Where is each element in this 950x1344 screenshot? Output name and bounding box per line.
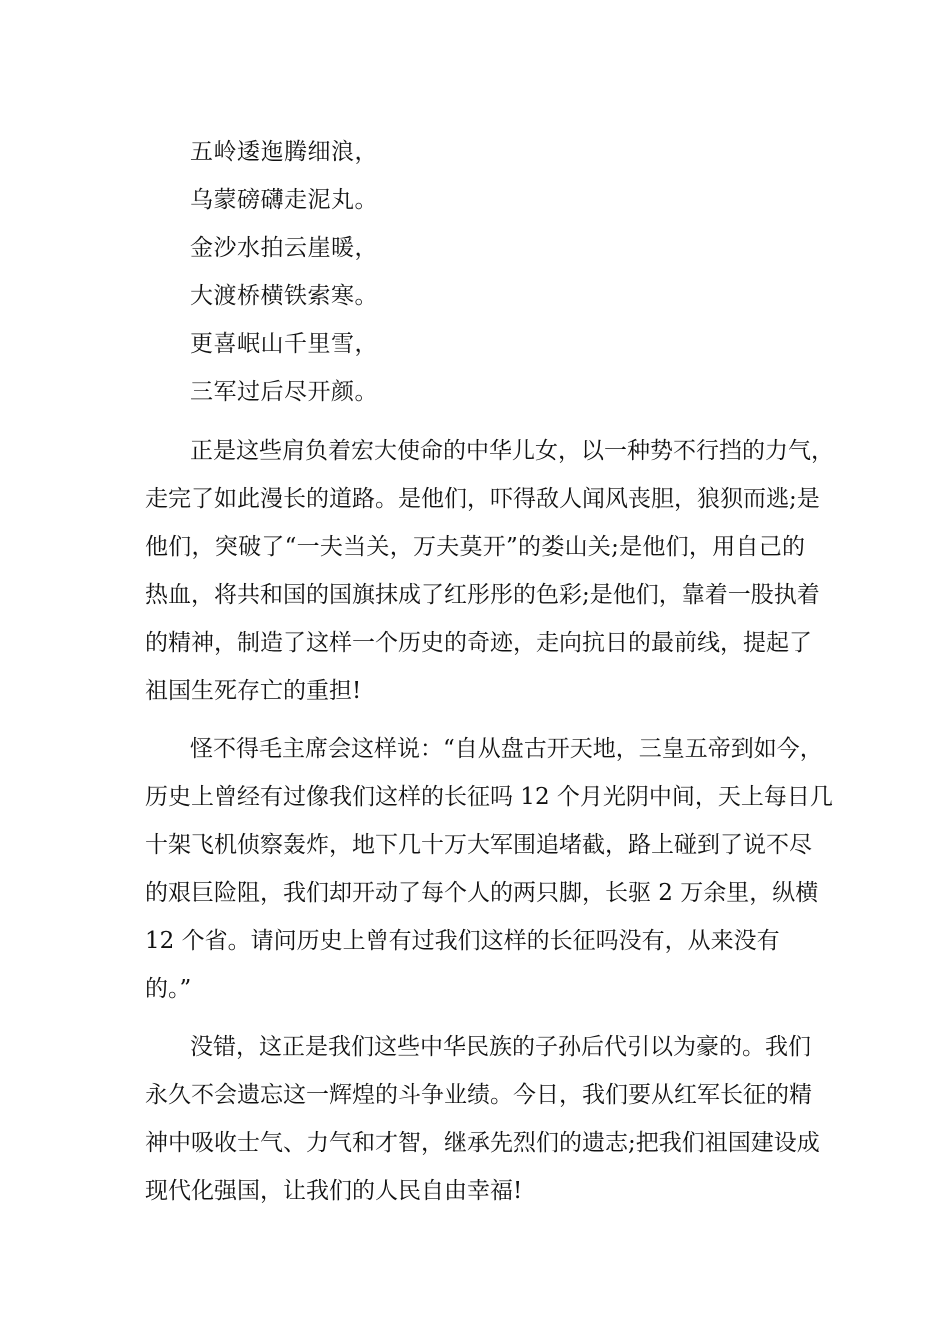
paragraph-1-line-2: 走完了如此漫长的道路。是他们，吓得敌人闻风丧胆，狼狈而逃;是	[145, 486, 820, 512]
poem-line-6: 三军过后尽开颜。	[190, 379, 378, 405]
paragraph-2-line-1: 怪不得毛主席会这样说：“自从盘古开天地，三皇五帝到如今，	[190, 736, 823, 762]
paragraph-3-line-4: 现代化强国，让我们的人民自由幸福!	[145, 1178, 523, 1204]
paragraph-2-line-5: 12 个省。请问历史上曾有过我们这样的长征吗没有，从来没有	[145, 928, 780, 954]
paragraph-1-line-3: 他们，突破了“一夫当关，万夫莫开”的娄山关;是他们，用自己的	[145, 534, 805, 560]
paragraph-1-line-6: 祖国生死存亡的重担!	[145, 678, 362, 704]
poem-line-4: 大渡桥横铁索寒。	[190, 283, 378, 309]
paragraph-2-line-6: 的。”	[145, 976, 192, 1002]
paragraph-1-line-5: 的精神，制造了这样一个历史的奇迹，走向抗日的最前线，提起了	[145, 630, 812, 656]
paragraph-3-line-1: 没错，这正是我们这些中华民族的子孙后代引以为豪的。我们	[190, 1034, 811, 1060]
paragraph-2-line-2: 历史上曾经有过像我们这样的长征吗 12 个月光阴中间，天上每日几	[145, 784, 833, 810]
paragraph-1-line-4: 热血，将共和国的国旗抹成了红彤彤的色彩;是他们，靠着一股执着	[145, 582, 820, 608]
paragraph-2-line-3: 十架飞机侦察轰炸，地下几十万大军围追堵截，路上碰到了说不尽	[145, 832, 812, 858]
poem-line-1: 五岭逶迤腾细浪，	[190, 139, 378, 165]
poem-line-3: 金沙水拍云崖暖，	[190, 235, 378, 261]
poem-line-5: 更喜岷山千里雪，	[190, 331, 378, 357]
paragraph-3-line-2: 永久不会遗忘这一辉煌的斗争业绩。今日，我们要从红军长征的精	[145, 1082, 812, 1108]
paragraph-1-line-1: 正是这些肩负着宏大使命的中华儿女，以一种势不行挡的力气，	[190, 438, 834, 464]
poem-line-2: 乌蒙磅礴走泥丸。	[190, 187, 378, 213]
paragraph-3-line-3: 神中吸收士气、力气和才智，继承先烈们的遗志;把我们祖国建设成	[145, 1130, 820, 1156]
paragraph-2-line-4: 的艰巨险阻，我们却开动了每个人的两只脚，长驱 2 万余里，纵横	[145, 880, 819, 906]
